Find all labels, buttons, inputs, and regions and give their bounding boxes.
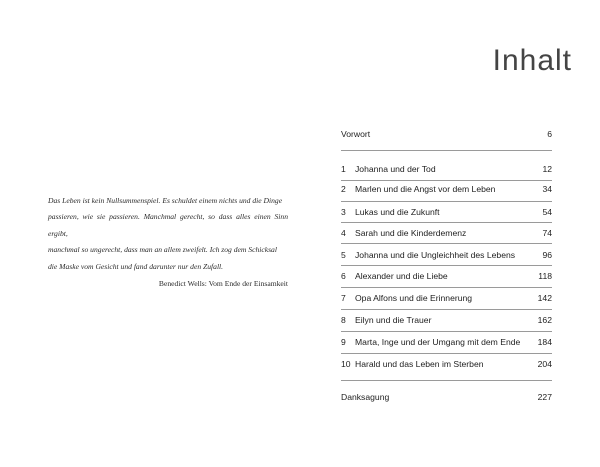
- toc-entry-label: Marta, Inge und der Umgang mit dem Ende: [355, 337, 521, 347]
- epigraph-line: Das Leben ist kein Nullsummenspiel. Es schuldet einem nichts und die Dinge: [48, 196, 283, 205]
- toc-divider: [341, 287, 552, 288]
- epigraph-source: Benedict Wells: Vom Ende der Einsamkeit: [158, 279, 288, 289]
- toc-entry-foreword[interactable]: [341, 127, 552, 141]
- toc-entry-label: Johanna und der Tod: [355, 164, 436, 174]
- toc-entry-label: Vorwort: [341, 129, 371, 139]
- toc-entry-page: 142: [537, 293, 552, 303]
- toc-divider: [341, 243, 552, 244]
- epigraph: [48, 193, 288, 292]
- toc-entry[interactable]: [341, 205, 552, 219]
- toc-entry[interactable]: [341, 291, 552, 305]
- toc-entry[interactable]: [341, 313, 552, 327]
- right-page: [300, 0, 600, 467]
- toc-divider: [341, 180, 552, 181]
- toc-divider: [341, 309, 552, 310]
- toc-entry-number: 9: [341, 337, 346, 347]
- toc-entry-number: 4: [341, 228, 346, 238]
- toc-entry-number: 2: [341, 184, 346, 194]
- toc-entry-label: Alexander und die Liebe: [355, 271, 448, 281]
- toc-entry[interactable]: [341, 248, 552, 262]
- toc-divider: [341, 265, 552, 266]
- toc-entry-page: 74: [542, 228, 552, 238]
- toc-divider: [341, 222, 552, 223]
- toc-entry[interactable]: [341, 357, 552, 371]
- toc-entry-page: 12: [542, 164, 552, 174]
- toc-entry-page: 204: [537, 359, 552, 369]
- toc-entry-number: 7: [341, 293, 346, 303]
- toc-entry[interactable]: [341, 269, 552, 283]
- toc-entry-number: 3: [341, 207, 346, 217]
- toc-entry-label: Harald und das Leben im Sterben: [355, 359, 484, 369]
- epigraph-line: manchmal so ungerecht, dass man an allem zweifelt. Ich zog dem Schicksal: [48, 245, 277, 255]
- toc-entry-label: Eilyn und die Trauer: [355, 315, 432, 325]
- toc-entry-number: 5: [341, 250, 346, 260]
- toc-divider: [341, 331, 552, 332]
- epigraph-quote: [48, 193, 288, 275]
- toc-entry-number: 1: [341, 164, 346, 174]
- toc-entry[interactable]: [341, 182, 552, 196]
- toc-entry-label: Opa Alfons und die Erinnerung: [355, 293, 473, 303]
- toc-entry-page: 118: [538, 271, 552, 281]
- toc-entry[interactable]: [341, 226, 552, 240]
- toc-divider: [341, 201, 552, 202]
- toc-entry-acknowledgements[interactable]: [341, 390, 552, 404]
- toc-entry[interactable]: [341, 162, 552, 176]
- toc-entry-label: Johanna und die Ungleichheit des Lebens: [355, 250, 516, 260]
- toc-entry-label: Lukas und die Zukunft: [355, 207, 440, 217]
- epigraph-line: passieren, wie sie passieren. Manchmal gerecht, so dass alles einen Sinn ergibt,: [48, 212, 288, 238]
- toc-entry-page: 162: [537, 315, 552, 325]
- toc-entry-number: 8: [341, 315, 346, 325]
- toc-entry[interactable]: [341, 335, 552, 349]
- epigraph-line: die Maske vom Gesicht und fand darunter nur den Zufall.: [48, 261, 224, 271]
- toc-entry-label: Marlen und die Angst vor dem Leben: [355, 184, 496, 194]
- toc-divider: [341, 150, 552, 151]
- toc-entry-number: 10: [341, 359, 351, 369]
- toc-entry-page: 54: [542, 207, 552, 217]
- toc-entry-label: Sarah und die Kinderdemenz: [355, 228, 467, 238]
- toc-entry-page: 34: [542, 184, 552, 194]
- toc-title: Inhalt: [492, 44, 572, 77]
- toc-entry-page: 227: [537, 392, 552, 402]
- toc-entry-page: 184: [537, 337, 552, 347]
- toc-entry-label: Danksagung: [341, 392, 390, 402]
- toc-divider: [341, 380, 552, 381]
- toc-entry-number: 6: [341, 271, 346, 281]
- toc-entry-page: 6: [547, 129, 552, 139]
- toc-entry-page: 96: [542, 250, 552, 260]
- toc-divider: [341, 353, 552, 354]
